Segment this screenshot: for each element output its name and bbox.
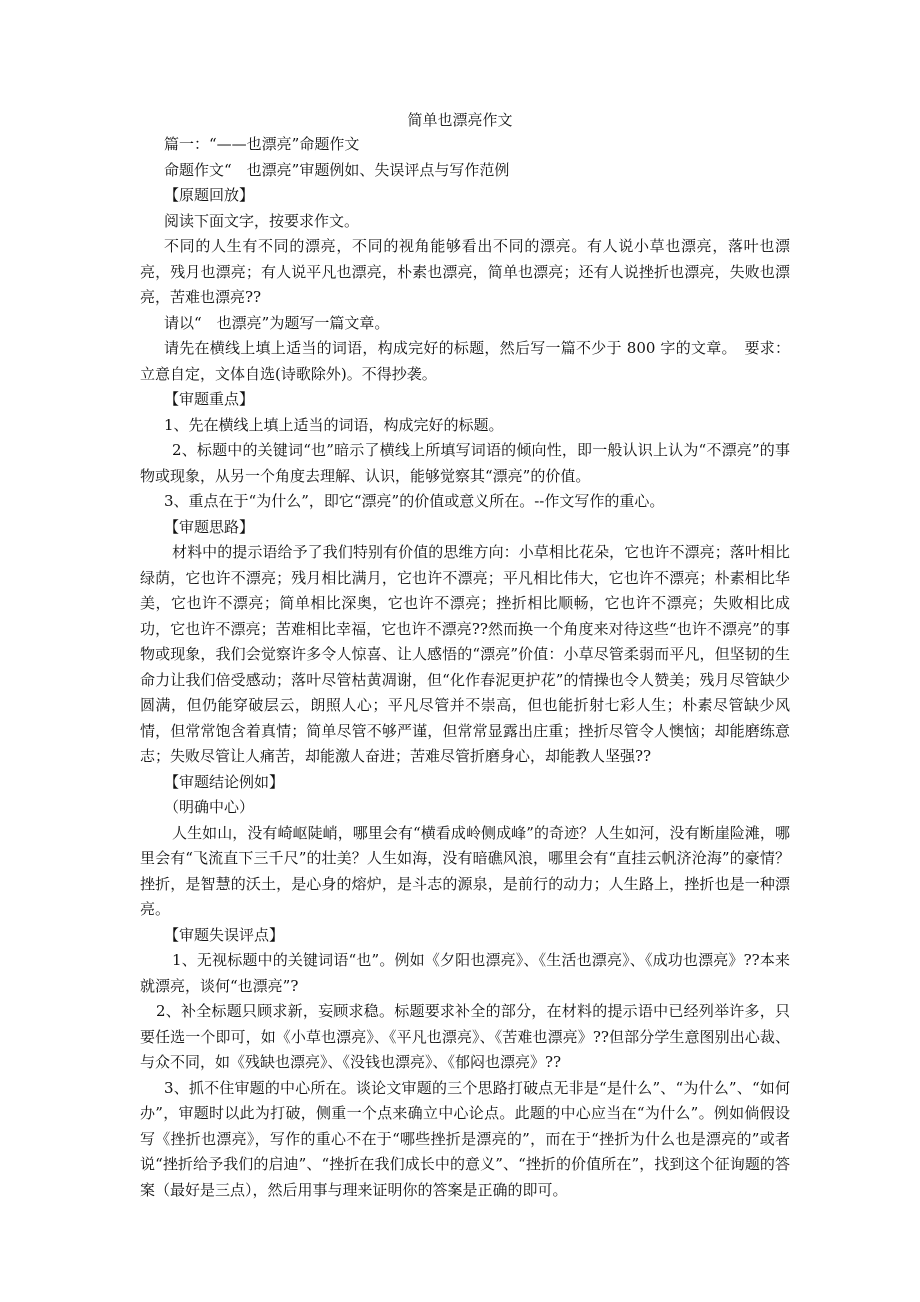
paragraph-p17: 【审题失误评点】	[164, 925, 285, 944]
paragraph-p9: 1、先在横线上填上适当的词语，构成完好的标题。	[164, 415, 504, 434]
paragraph-p12: 【审题思路】	[164, 517, 255, 536]
paragraph-p19: 2、补全标题只顾求新，妄顾求稳。标题要求补全的部分，在材料的提示语中已经列举许多，只要任选一个即可，如《小草也漂亮》、《平凡也漂亮》、《苦难也漂亮》??但部分学生意图别出心裁、与众不同，如《残缺也漂亮》、《没钱也漂亮》、《郁闷也漂亮》??	[140, 1002, 790, 1071]
paragraph-p11: 3、重点在于“为什么”，即它“漂亮”的价值或意义所在。--作文写作的重心。	[164, 492, 665, 510]
paragraph-p8: 【审题重点】	[164, 390, 255, 408]
paragraph-p20: 3、抓不住审题的中心所在。谈论文审题的三个思路打破点无非是“是什么”、“为什么”、“如何办”，审题时以此为打破，侧重一个点来确立中心论点。此题的中心应当在“为什么”。例如倘假设写《挫折也漂亮》，写作的重心不在于“哪些挫折是漂亮的”，而在于“挫折为什么也是漂亮的”或者说“挫折给予我们的启迪”、“挫折在我们成长中的意义”、“挫折的价值所在”，找到这个征询题的答案（最好是三点），然后用事与理来证明你的答案是正确的即可。	[140, 1078, 790, 1199]
paragraph-p10: 2、标题中的关键词“也”暗示了横线上所填写词语的倾向性，即一般认识上认为“不漂亮”的事物或现象，从另一个角度去理解、认识，能够觉察其“漂亮”的价值。	[140, 441, 790, 485]
paragraph-p13: 材料中的提示语给予了我们特别有价值的思维方向：小草相比花朵，它也许不漂亮；落叶相比绿荫，它也许不漂亮；残月相比满月，它也许不漂亮；平凡相比伟大，它也许不漂亮；朴素相比华美，它也许不漂亮；简单相比深奥，它也许不漂亮；挫折相比顺畅，它也许不漂亮；失败相比成功，它也许不漂亮；苦难相比幸福，它也许不漂亮??然而换一个角度来对待这些“也许不漂亮”的事物或现象，我们会觉察许多令人惊喜、让人感悟的“漂亮”价值：小草尽管柔弱而平凡，但坚韧的生命力让我们倍受感动；落叶尽管枯黄凋谢，但“化作春泥更护花”的情操也令人赞美；残月尽管缺少圆满，但仍能穿破层云，朗照人心；平凡尽管并不崇高，但也能折射七彩人生；朴素尽管缺少风情，但常常饱含着真情；简单尽管不够严谨，但常常显露出庄重；挫折尽管令人懊恼；却能磨练意志；失败尽管让人痛苦，却能激人奋进；苦难尽管折磨身心，却能教人坚强??	[140, 543, 790, 765]
document-body	[140, 132, 790, 1203]
paragraph-p7: 请先在横线上填上适当的词语，构成完好的标题，然后写一篇不少于 800 字的文章。 要求：立意自定，文体自选(诗歌除外)。不得抄袭。	[140, 339, 790, 383]
document-title: 简单也漂亮作文	[407, 111, 513, 129]
paragraph-p3: 【原题回放】	[164, 186, 255, 204]
paragraph-p6: 请以“ 也漂亮”为题写一篇文章。	[164, 313, 390, 332]
paragraph-p14: 【审题结论例如】	[164, 772, 285, 791]
paragraph-p2: 命题作文“ 也漂亮”审题例如、失误评点与写作范例	[164, 160, 510, 179]
paragraph-p16: 人生如山，没有崎岖陡峭，哪里会有“横看成岭侧成峰”的奇迹？人生如河，没有断崖险滩，哪里会有“飞流直下三千尺”的壮美？人生如海，没有暗礁风浪，哪里会有“直挂云帆济沧海”的豪情？挫折，是智慧的沃土，是心身的熔炉，是斗志的源泉，是前行的动力；人生路上，挫折也是一种漂亮。	[140, 823, 790, 918]
paragraph-p1: 篇一：“——也漂亮”命题作文	[164, 135, 360, 153]
paragraph-p15: （明确中心）	[164, 798, 255, 816]
paragraph-p4: 阅读下面文字，按要求作文。	[164, 211, 360, 230]
paragraph-p5: 不同的人生有不同的漂亮，不同的视角能够看出不同的漂亮。有人说小草也漂亮，落叶也漂亮，残月也漂亮；有人说平凡也漂亮，朴素也漂亮，简单也漂亮；还有人说挫折也漂亮，失败也漂亮，苦难也漂亮??	[140, 237, 790, 306]
paragraph-p18: 1、无视标题中的关键词语“也”。例如《夕阳也漂亮》、《生活也漂亮》、《成功也漂亮》??本来就漂亮，谈何“也漂亮”?	[140, 951, 790, 995]
